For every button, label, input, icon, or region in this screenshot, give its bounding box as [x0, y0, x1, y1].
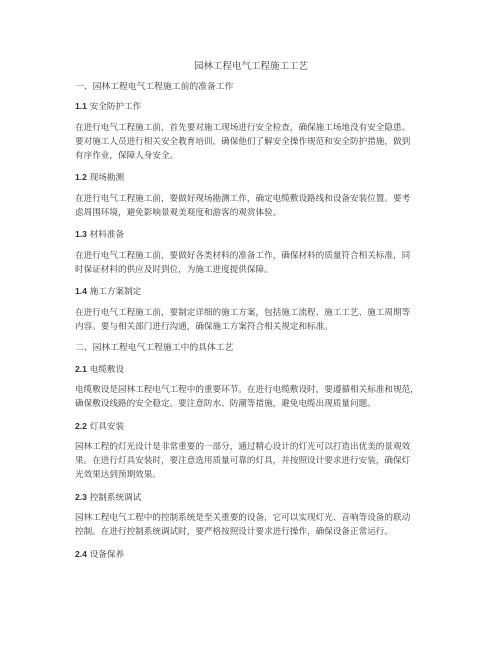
subsection-number: 2.2 — [75, 421, 87, 431]
subsection-heading-1-3 — [75, 228, 124, 241]
paragraph-line: 果。在进行灯具安装时，要注意选用质量可靠的灯具，并按照设计要求进行安装，确保灯 — [75, 456, 411, 466]
subsection-heading-1-2 — [75, 171, 124, 184]
subsection-number: 1.1 — [75, 101, 87, 111]
paragraph-line: 有序作业，保障人身安全。 — [75, 151, 179, 161]
paragraph-line: 电缆敷设是园林工程电气工程中的重要环节。在进行电缆敷设时，要遵循相关标准和规范， — [75, 385, 419, 395]
subsection-heading-2-1 — [75, 363, 124, 376]
subsection-number: 1.4 — [75, 286, 87, 296]
subsection-title: 设备保养 — [89, 550, 125, 560]
paragraph-line: 控制。在进行控制系统调试时，要严格按照设计要求进行操作，确保设备正常运行。 — [75, 527, 393, 537]
paragraph-line: 光效果达到预期效果。 — [75, 470, 161, 480]
subsection-number: 2.3 — [75, 492, 87, 502]
subsection-heading-1-1 — [75, 100, 141, 113]
section-heading-2: 二、园林工程电气工程施工中的具体工艺 — [75, 343, 234, 353]
paragraph-line: 在进行电气工程施工前，要制定详细的施工方案，包括施工流程、施工工艺、施工周期等 — [75, 308, 411, 318]
paragraph-line: 在进行电气工程施工前，要做好现场勘测工作，确定电缆敷设路线和设备安装位置。要考 — [75, 194, 411, 204]
paragraph-line: 内容。要与相关部门进行沟通，确保施工方案符合相关规定和标准。 — [75, 322, 333, 332]
subsection-title: 安全防护工作 — [89, 102, 142, 112]
subsection-heading-2-3 — [75, 491, 141, 504]
subsection-title: 电缆敷设 — [89, 365, 125, 375]
paragraph-line: 在进行电气工程施工前，要做好各类材料的准备工作，确保材料的质量符合相关标准，同 — [75, 251, 411, 261]
subsection-title: 材料准备 — [89, 230, 125, 240]
paragraph-line: 确保敷设线路的安全稳定。要注意防水、防潮等措施，避免电缆出现质量问题。 — [75, 399, 376, 409]
subsection-title: 控制系统调试 — [89, 493, 142, 503]
paragraph-line: 虑周围环境，避免影响景观美观度和游客的观赏体验。 — [75, 208, 282, 218]
subsection-number: 2.4 — [75, 549, 87, 559]
paragraph-line: 要对施工人员进行相关安全教育培训，确保他们了解安全操作规范和安全防护措施，做到 — [75, 137, 411, 147]
document-title: 园林工程电气工程施工工艺 — [193, 61, 308, 72]
subsection-heading-2-4 — [75, 548, 124, 561]
paragraph-line: 在进行电气工程施工前，首先要对施工现场进行安全检查，确保施工场地没有安全隐患。 — [75, 123, 411, 133]
subsection-title: 灯具安装 — [89, 422, 125, 432]
subsection-number: 2.1 — [75, 364, 87, 374]
subsection-number: 1.3 — [75, 229, 87, 239]
paragraph-line: 园林工程电气工程中的控制系统是至关重要的设备，它可以实现灯光、音响等设备的联动 — [75, 513, 411, 523]
subsection-heading-1-4 — [75, 285, 141, 298]
paragraph-line: 时保证材料的供应及时到位，为施工进度提供保障。 — [75, 265, 273, 275]
subsection-number: 1.2 — [75, 172, 87, 182]
subsection-title: 施工方案制定 — [89, 287, 142, 297]
subsection-heading-2-2 — [75, 420, 124, 433]
subsection-title: 现场勘测 — [89, 173, 125, 183]
section-heading-1: 一、园林工程电气工程施工前的准备工作 — [75, 82, 234, 92]
paragraph-line: 园林工程的灯光设计是非常重要的一部分，通过精心设计的灯光可以打造出优美的景观效 — [75, 442, 411, 452]
